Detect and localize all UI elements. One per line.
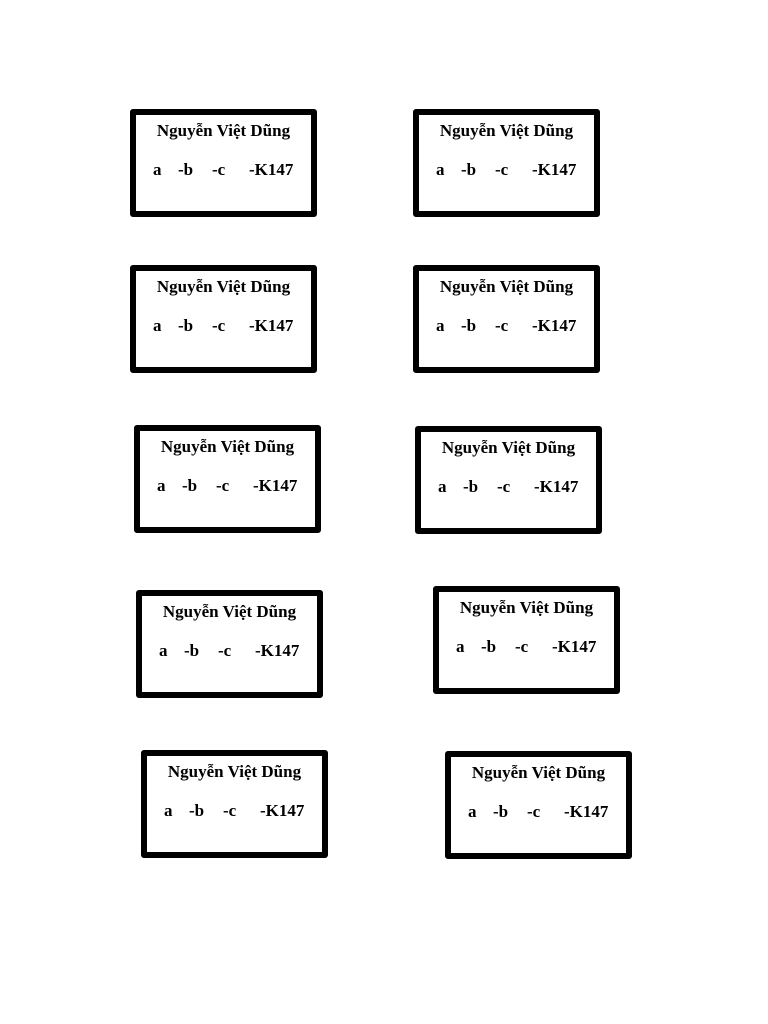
label-code-part-c: -c [212,160,226,179]
label-code-part-c: -c [218,641,232,660]
label-code-part-k147: -K147 [564,802,609,821]
label-name: Nguyễn Việt Dũng [162,602,297,621]
name-label-10 [445,751,632,859]
name-label-5 [134,425,321,533]
label-code-part-b: -b [189,801,205,820]
label-code-part-b: -b [481,637,497,656]
name-label-8 [433,586,620,694]
label-code-part-c: -c [497,477,511,496]
label-name: Nguyễn Việt Dũng [160,437,295,456]
label-code-part-b: -b [493,802,509,821]
name-label-2 [413,109,600,217]
label-code-part-c: -c [515,637,529,656]
label-code-part-k147: -K147 [249,316,294,335]
label-code-part-c: -c [527,802,541,821]
label-code-part-b: -b [178,160,194,179]
label-name: Nguyễn Việt Dũng [439,277,574,296]
label-code-part-a: a [164,801,173,820]
label-code-part-b: -b [461,160,477,179]
label-name: Nguyễn Việt Dũng [156,277,291,296]
label-code-part-k147: -K147 [532,316,577,335]
label-code-part-a: a [153,316,162,335]
label-code-part-c: -c [495,316,509,335]
label-name: Nguyễn Việt Dũng [459,598,594,617]
label-name: Nguyễn Việt Dũng [156,121,291,140]
label-code-part-k147: -K147 [255,641,300,660]
label-code-part-a: a [157,476,166,495]
name-label-3 [130,265,317,373]
label-code-part-k147: -K147 [260,801,305,820]
label-code-part-b: -b [461,316,477,335]
label-code-part-a: a [468,802,477,821]
label-code-part-a: a [436,316,445,335]
label-code-part-k147: -K147 [552,637,597,656]
label-code-part-c: -c [223,801,237,820]
label-code-part-b: -b [178,316,194,335]
label-code-part-a: a [456,637,465,656]
name-label-4 [413,265,600,373]
label-code-part-k147: -K147 [253,476,298,495]
label-code-part-b: -b [463,477,479,496]
name-label-9 [141,750,328,858]
label-code-part-a: a [436,160,445,179]
name-label-1 [130,109,317,217]
label-name: Nguyễn Việt Dũng [439,121,574,140]
label-code-part-b: -b [184,641,200,660]
label-code-part-c: -c [212,316,226,335]
label-code-part-k147: -K147 [532,160,577,179]
label-code-part-k147: -K147 [249,160,294,179]
label-name: Nguyễn Việt Dũng [471,763,606,782]
label-code-part-b: -b [182,476,198,495]
label-code-part-c: -c [495,160,509,179]
label-name: Nguyễn Việt Dũng [167,762,302,781]
name-label-7 [136,590,323,698]
name-label-6 [415,426,602,534]
label-code-part-c: -c [216,476,230,495]
label-code-part-a: a [153,160,162,179]
label-code-part-k147: -K147 [534,477,579,496]
label-code-part-a: a [159,641,168,660]
label-code-part-a: a [438,477,447,496]
label-name: Nguyễn Việt Dũng [441,438,576,457]
